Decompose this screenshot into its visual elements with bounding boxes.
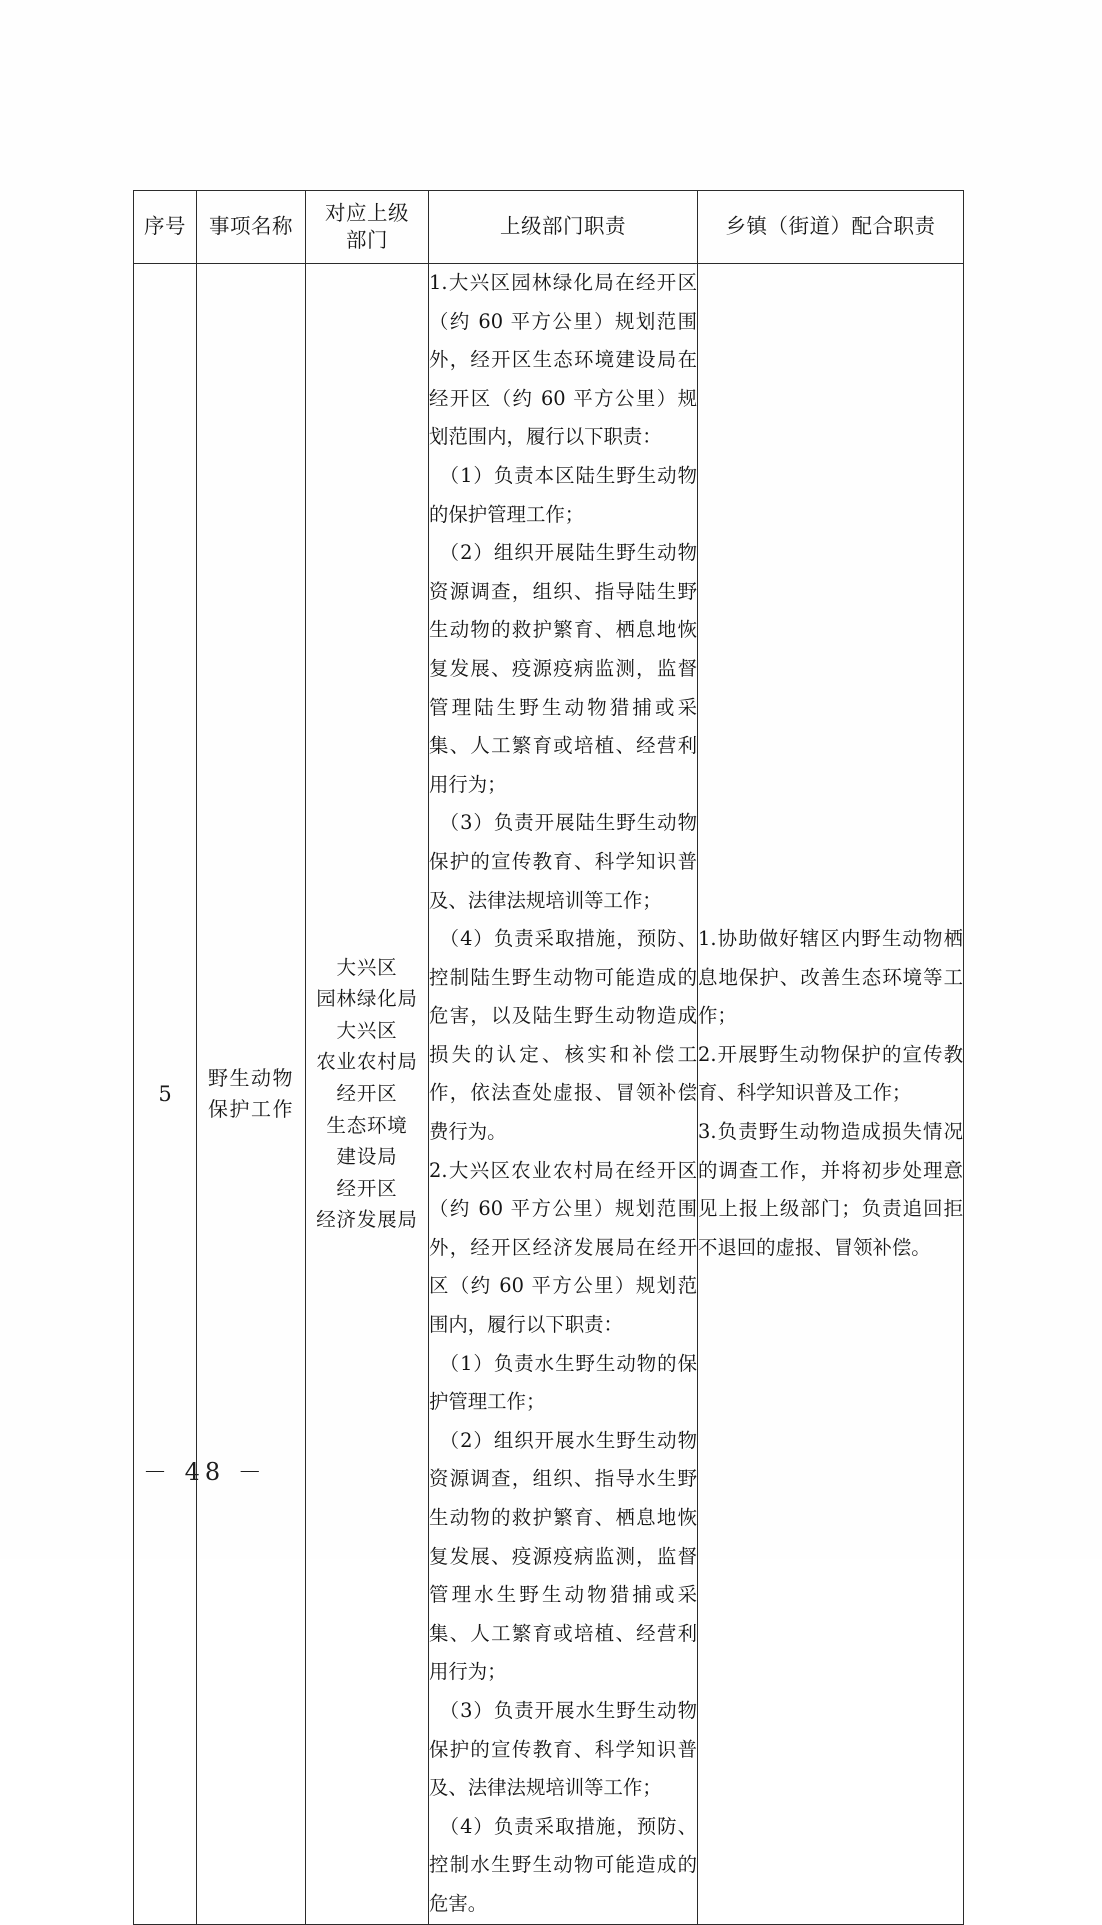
cell-upper-departments [306,264,429,1925]
department-line: 经开区 [336,1176,398,1200]
duty-paragraph: 1.大兴区园林绿化局在经开区（约 60 平方公里）规划范围外，经开区生态环境建设局在经开区（约 60 平方公里）规划范围内，履行以下职责： [429,271,697,449]
column-header-item-name: 事项名称 [197,191,306,264]
column-header-upper-dept-line2: 部门 [346,228,388,252]
column-header-seq: 序号 [134,191,197,264]
town-duty-paragraph: 1.协助做好辖区内野生动物栖息地保护、改善生态环境等工作； [698,927,963,1028]
duty-paragraph: （2）组织开展陆生野生动物资源调查，组织、指导陆生野生动物的救护繁育、栖息地恢复发展、疫源疫病监测，监督管理陆生野生动物猎捕或采集、人工繁育或培植、经营利用行为； [429,541,697,796]
department-line: 大兴区 [336,955,398,979]
department-line: 建设局 [336,1145,398,1169]
column-header-upper-duty: 上级部门职责 [429,191,698,264]
department-line: 经开区 [336,1081,398,1105]
responsibility-table [133,190,964,1925]
department-line: 园林绿化局 [316,987,418,1011]
town-duty-paragraph: 2.开展野生动物保护的宣传教育、科学知识普及工作； [698,1042,963,1105]
column-header-upper-dept [306,191,429,264]
duty-paragraph: （4）负责采取措施，预防、控制陆生野生动物可能造成的危害，以及陆生野生动物造成损失的认定、核实和补偿工作，依法查处虚报、冒领补偿费行为。 [429,927,697,1144]
duty-paragraph: （4）负责采取措施，预防、控制水生野生动物可能造成的危害。 [429,1814,697,1915]
cell-upper-department-duties [429,264,698,1925]
table-header-row [134,191,964,264]
duty-paragraph: （2）组织开展水生野生动物资源调查，组织、指导水生野生动物的救护繁育、栖息地恢复发展、疫源疫病监测，监督管理水生野生动物猎捕或采集、人工繁育或培植、经营利用行为； [429,1428,697,1684]
item-name-line1: 野生动物 [208,1065,294,1090]
item-name-line2: 保护工作 [208,1096,294,1121]
column-header-upper-dept-line1: 对应上级 [325,200,409,225]
department-line: 农业农村局 [316,1050,418,1074]
cell-sequence-number: 5 [134,264,197,1925]
town-duty-paragraph: 3.负责野生动物造成损失情况的调查工作，并将初步处理意见上报上级部门；负责追回拒不退回的虚报、冒领补偿。 [698,1120,963,1259]
duty-paragraph: （1）负责水生野生动物的保护管理工作； [429,1351,697,1414]
duty-paragraph: （1）负责本区陆生野生动物的保护管理工作； [429,463,697,526]
duty-paragraph: 2.大兴区农业农村局在经开区（约 60 平方公里）规划范围外，经开区经济发展局在经开区（约 60 平方公里）规划范围内，履行以下职责： [429,1158,697,1337]
table-row [134,264,964,1925]
duty-paragraph: （3）负责开展陆生野生动物保护的宣传教育、科学知识普及、法律法规培训等工作； [429,811,697,912]
page-number: － 48 － [143,1458,267,1486]
department-line: 生态环境 [326,1113,408,1137]
cell-item-name [197,264,306,1925]
column-header-town-duty: 乡镇（街道）配合职责 [698,191,964,264]
department-line: 大兴区 [336,1018,398,1042]
department-line: 经济发展局 [316,1208,418,1232]
cell-town-cooperation-duties [698,264,964,1925]
duty-paragraph: （3）负责开展水生野生动物保护的宣传教育、科学知识普及、法律法规培训等工作； [429,1698,697,1800]
